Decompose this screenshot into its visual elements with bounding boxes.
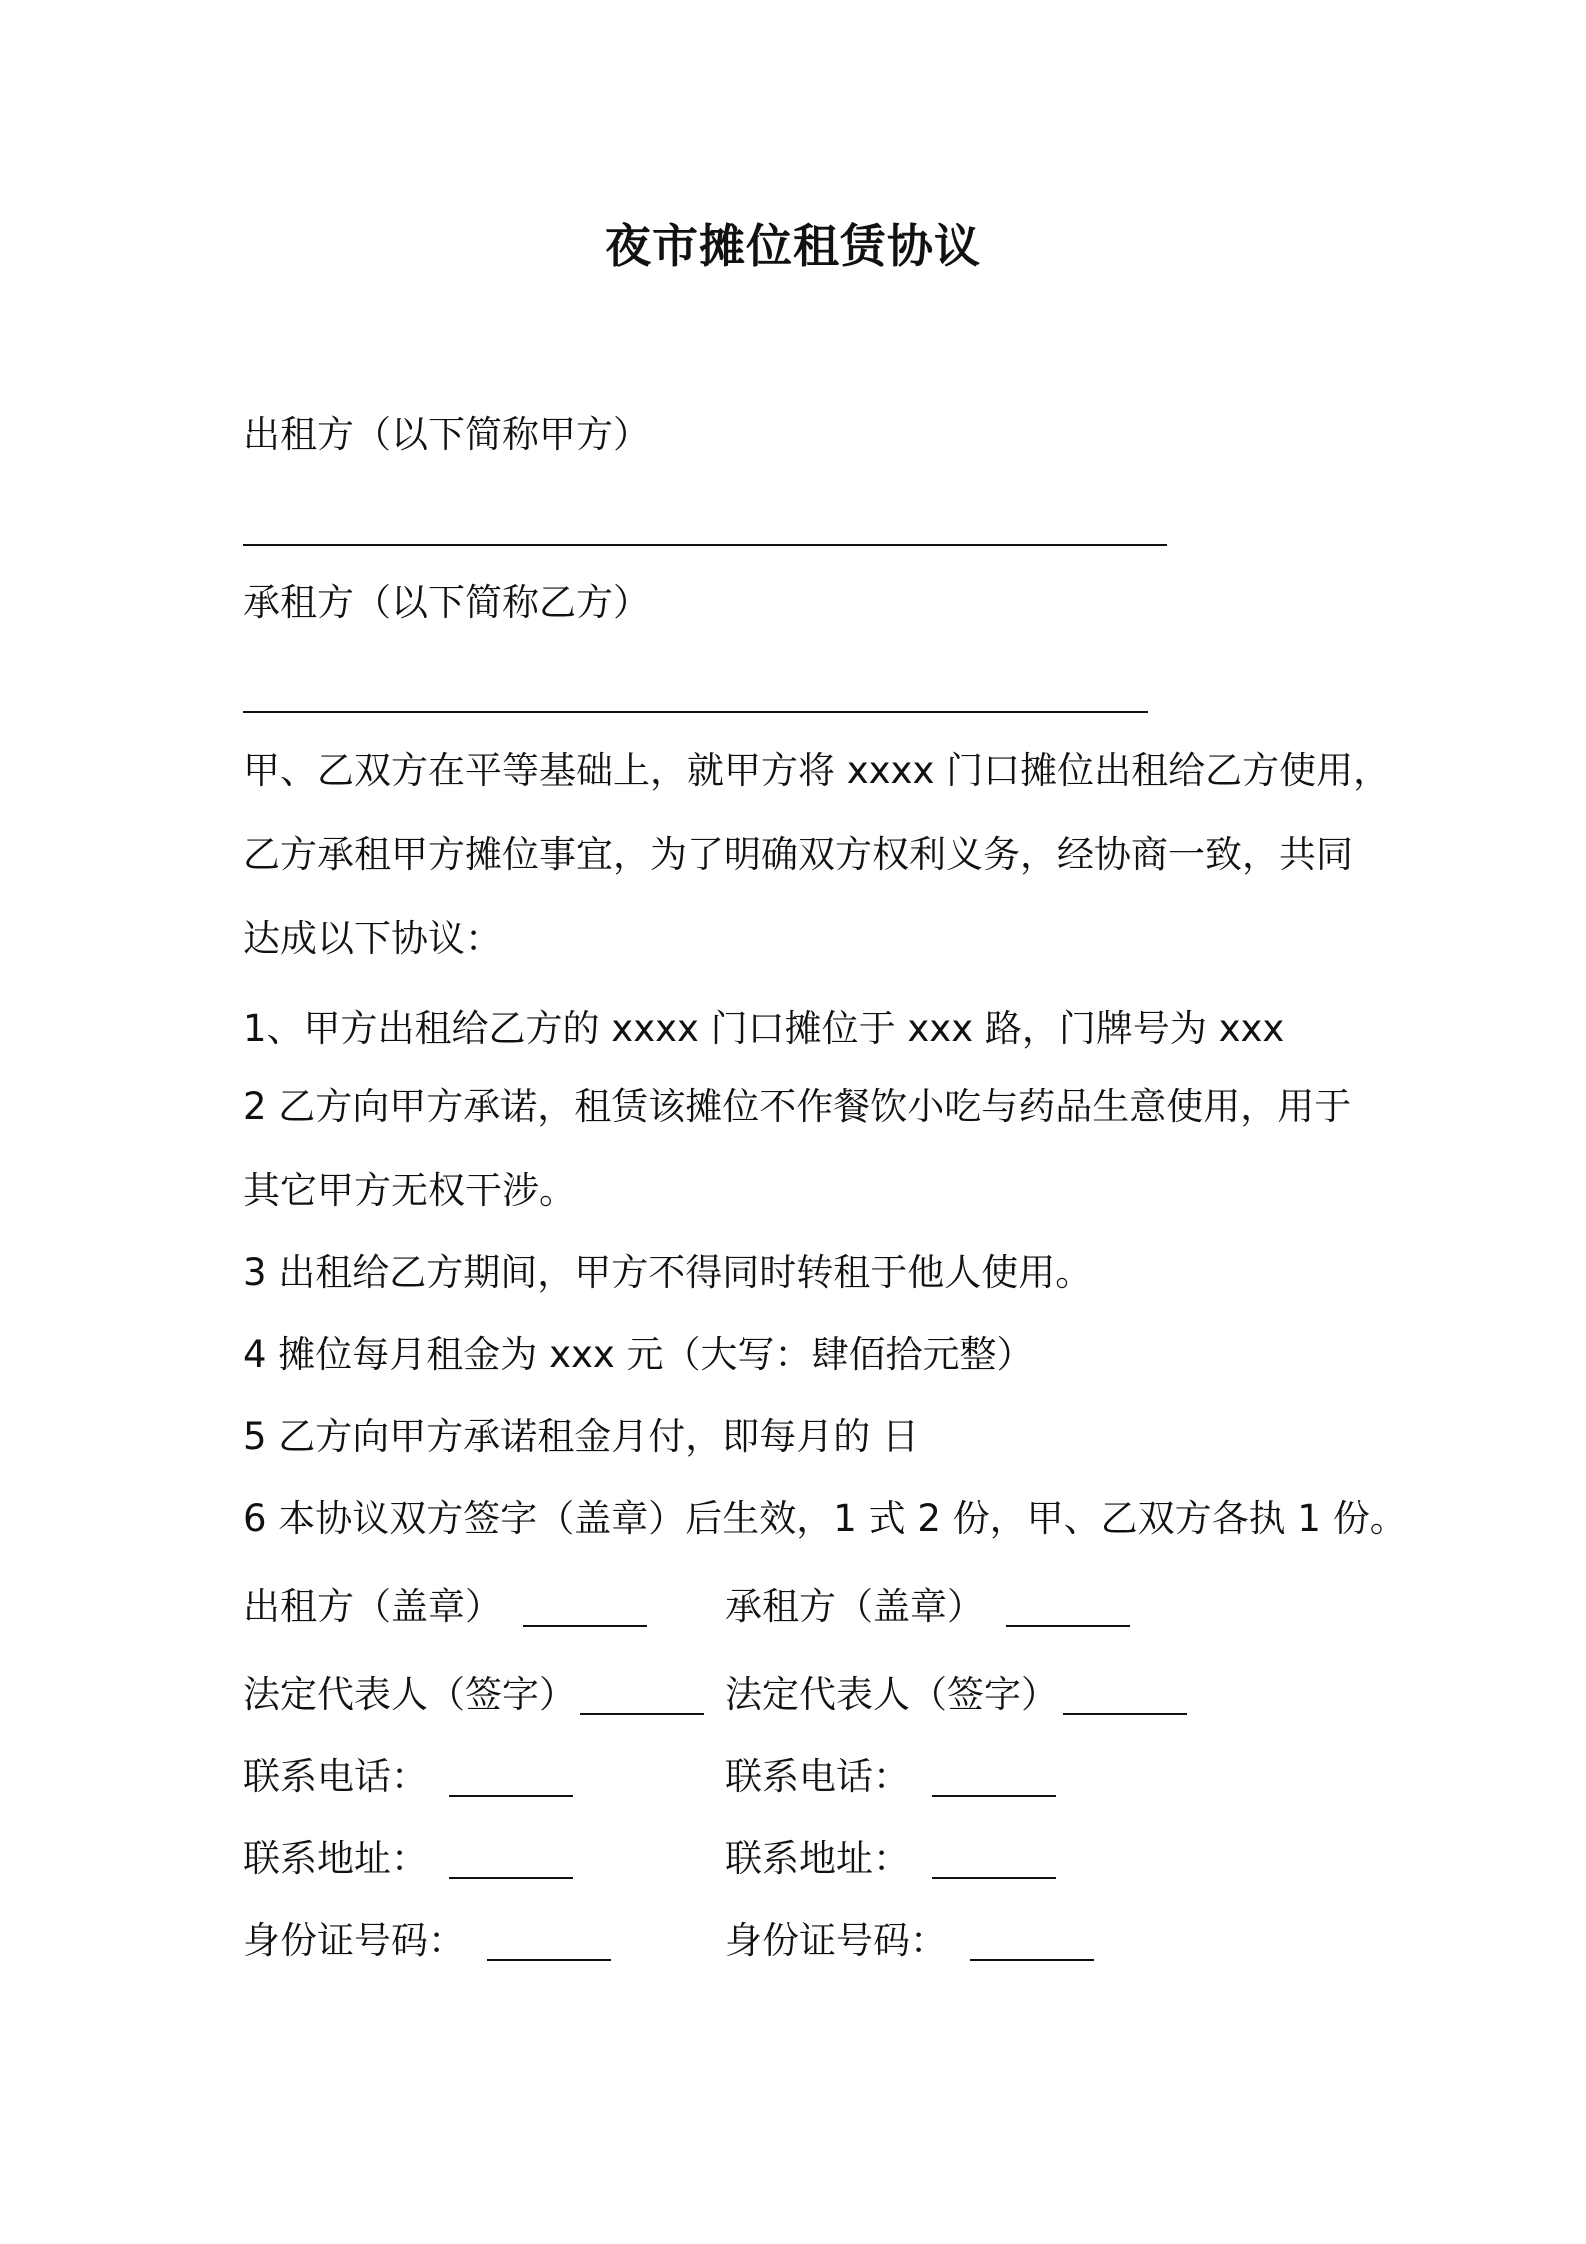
lessor-name-blank bbox=[243, 544, 1167, 546]
lessee-address-label: 联系地址： bbox=[725, 1837, 910, 1880]
intro-line-2: 乙方承租甲方摊位事宜，为了明确双方权利义务，经协商一致，共同 bbox=[243, 833, 1353, 876]
intro-line-1: 甲、乙双方在平等基础上，就甲方将 xxxx 门口摊位出租给乙方使用， bbox=[243, 749, 1391, 792]
clause-2-continued: 其它甲方无权干涉。 bbox=[243, 1169, 576, 1212]
clause-4: 4 摊位每月租金为 xxx 元（大写：肆佰拾元整） bbox=[243, 1333, 1034, 1376]
lessor-representative-label: 法定代表人（签字） bbox=[243, 1673, 576, 1716]
lessor-seal-label: 出租方（盖章） bbox=[243, 1585, 502, 1628]
lessor-seal-blank bbox=[523, 1625, 647, 1627]
lessee-id-label: 身份证号码： bbox=[725, 1919, 947, 1962]
clause-2: 2 乙方向甲方承诺，租赁该摊位不作餐饮小吃与药品生意使用，用于 bbox=[243, 1085, 1352, 1128]
intro-line-3: 达成以下协议： bbox=[243, 917, 502, 960]
lessor-id-label: 身份证号码： bbox=[243, 1919, 465, 1962]
lessee-representative-blank bbox=[1063, 1713, 1187, 1715]
lessor-label: 出租方（以下简称甲方） bbox=[243, 413, 650, 456]
lessor-id-blank bbox=[487, 1959, 611, 1961]
lessor-phone-label: 联系电话： bbox=[243, 1755, 428, 1798]
lessee-seal-label: 承租方（盖章） bbox=[725, 1585, 984, 1628]
lessor-address-blank bbox=[449, 1877, 573, 1879]
clause-1: 1、甲方出租给乙方的 xxxx 门口摊位于 xxx 路，门牌号为 xxx bbox=[243, 1007, 1285, 1050]
lessee-id-blank bbox=[970, 1959, 1094, 1961]
lessee-representative-label: 法定代表人（签字） bbox=[725, 1673, 1058, 1716]
lessee-phone-label: 联系电话： bbox=[725, 1755, 910, 1798]
lessee-address-blank bbox=[932, 1877, 1056, 1879]
lessor-phone-blank bbox=[449, 1795, 573, 1797]
lessee-phone-blank bbox=[932, 1795, 1056, 1797]
lessor-address-label: 联系地址： bbox=[243, 1837, 428, 1880]
document-title: 夜市摊位租赁协议 bbox=[605, 219, 981, 273]
clause-5: 5 乙方向甲方承诺租金月付，即每月的 日 bbox=[243, 1415, 920, 1458]
lessor-representative-blank bbox=[580, 1713, 704, 1715]
lessee-name-blank bbox=[243, 711, 1148, 713]
clause-6: 6 本协议双方签字（盖章）后生效，1 式 2 份，甲、乙双方各执 1 份。 bbox=[243, 1497, 1407, 1540]
clause-3: 3 出租给乙方期间，甲方不得同时转租于他人使用。 bbox=[243, 1251, 1093, 1294]
lessee-seal-blank bbox=[1006, 1625, 1130, 1627]
lessee-label: 承租方（以下简称乙方） bbox=[243, 581, 650, 624]
